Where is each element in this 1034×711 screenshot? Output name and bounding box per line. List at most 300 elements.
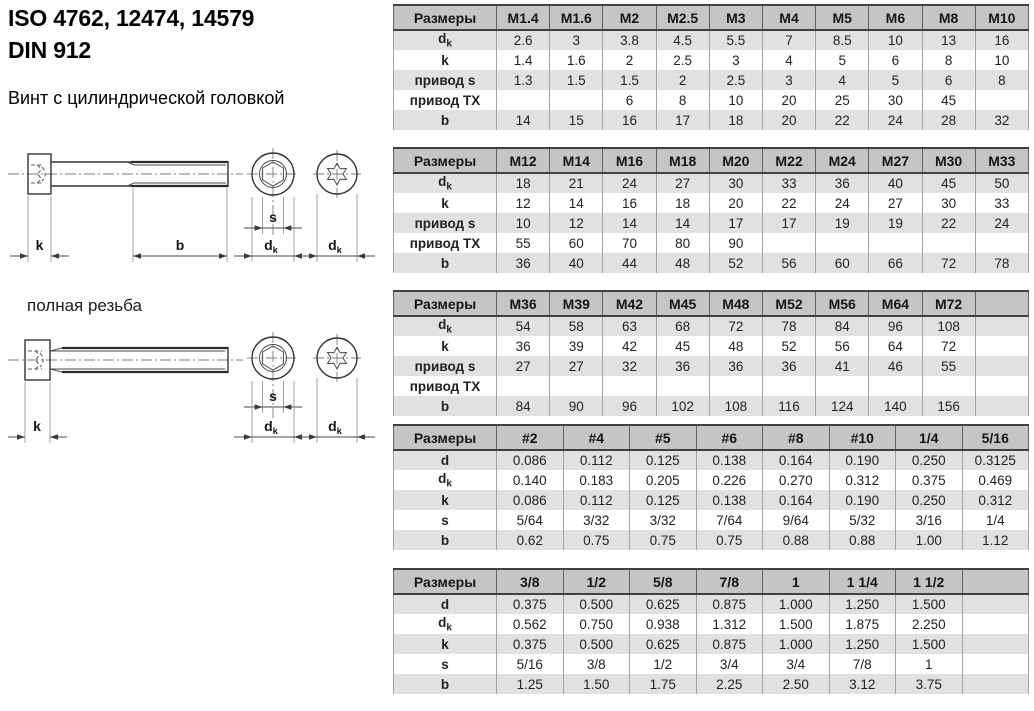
table-cell: 55: [922, 356, 975, 376]
table-row: [394, 356, 1029, 376]
table-cell: 0.270: [763, 470, 830, 490]
spec-table-metric-m12-to-m33: [393, 147, 1029, 273]
table-header-row: [394, 291, 1029, 316]
column-header-sizes: Размеры: [394, 569, 497, 594]
column-header-sizes: Размеры: [394, 148, 497, 173]
table-cell: [962, 674, 1029, 694]
table-cell: 27: [869, 193, 922, 213]
table-cell: 0.226: [696, 470, 763, 490]
row-label: s: [394, 510, 497, 530]
table-cell: [975, 376, 1028, 396]
table-header-row: [394, 425, 1029, 450]
table-cell: 0.938: [630, 614, 697, 634]
table-cell: [816, 376, 869, 396]
table-cell: 0.625: [630, 634, 697, 654]
table-cell: [922, 376, 975, 396]
table-cell: 1.500: [896, 594, 963, 614]
table-cell: 7/64: [696, 510, 763, 530]
table-cell: [762, 233, 815, 253]
table-cell: 90: [709, 233, 762, 253]
table-cell: 1/4: [962, 510, 1029, 530]
table-cell: 3.8: [603, 30, 656, 50]
table-cell: 36: [762, 356, 815, 376]
table-cell: 0.375: [497, 594, 564, 614]
column-header-size: M64: [869, 291, 922, 316]
column-header-size: 1: [763, 569, 830, 594]
table-cell: 0.500: [563, 594, 630, 614]
row-label: k: [394, 50, 497, 70]
table-cell: 8.5: [816, 30, 869, 50]
table-cell: 0.190: [829, 450, 896, 470]
table-cell: 10: [975, 50, 1028, 70]
column-header-size: M24: [816, 148, 869, 173]
row-label: s: [394, 654, 497, 674]
row-label: привод s: [394, 213, 497, 233]
table-cell: 1.6: [550, 50, 603, 70]
table-cell: 0.875: [696, 594, 763, 614]
table-cell: 0.469: [962, 470, 1029, 490]
table-cell: [975, 90, 1028, 110]
table-cell: 19: [816, 213, 869, 233]
table-cell: 1.25: [497, 674, 564, 694]
table-cell: 22: [762, 193, 815, 213]
dim-label-s: s: [269, 388, 277, 404]
table-cell: 1.4: [497, 50, 550, 70]
table-cell: 2.5: [656, 50, 709, 70]
row-label: привод TX: [394, 376, 497, 396]
table-cell: 3.12: [829, 674, 896, 694]
column-header-size: #4: [563, 425, 630, 450]
column-header-size: #8: [763, 425, 830, 450]
table-cell: 56: [816, 336, 869, 356]
table-row: [394, 193, 1029, 213]
table-cell: 0.138: [696, 450, 763, 470]
table-cell: 5.5: [709, 30, 762, 50]
table-header-row: [394, 5, 1029, 30]
table-cell: 0.112: [563, 450, 630, 470]
hex-socket-end-view: [234, 332, 312, 443]
dim-label-k: k: [33, 418, 41, 434]
table-cell: [975, 316, 1028, 336]
table-cell: 64: [869, 336, 922, 356]
table-cell: 20: [709, 193, 762, 213]
column-header-size: M39: [550, 291, 603, 316]
table-cell: 0.875: [696, 634, 763, 654]
table-cell: 8: [922, 50, 975, 70]
table-cell: [975, 396, 1028, 416]
table-cell: 0.312: [829, 470, 896, 490]
table-cell: 8: [975, 70, 1028, 90]
table-cell: 14: [497, 110, 550, 130]
table-cell: 45: [922, 173, 975, 193]
table-cell: 14: [550, 193, 603, 213]
column-header-size: M48: [709, 291, 762, 316]
table-row: [394, 396, 1029, 416]
table-cell: 5/64: [497, 510, 564, 530]
column-header-size: 5/16: [962, 425, 1029, 450]
table-cell: [497, 90, 550, 110]
table-cell: 5/32: [829, 510, 896, 530]
column-header-size: M2.5: [656, 5, 709, 30]
table-cell: 1.00: [896, 530, 963, 550]
row-label: $d_k$: [394, 316, 497, 336]
table-cell: 0.250: [896, 450, 963, 470]
standard-din: DIN 912: [8, 37, 91, 63]
dim-label-dk: $d_k$: [328, 237, 342, 256]
table-cell: 5: [869, 70, 922, 90]
table-cell: 18: [497, 173, 550, 193]
column-header-size: #5: [630, 425, 697, 450]
table-cell: 80: [656, 233, 709, 253]
table-cell: 0.205: [630, 470, 697, 490]
table-cell: 3/32: [630, 510, 697, 530]
column-header-size: M16: [603, 148, 656, 173]
table-cell: 2.25: [696, 674, 763, 694]
table-cell: 0.75: [563, 530, 630, 550]
table-cell: 46: [869, 356, 922, 376]
table-cell: [550, 90, 603, 110]
table-cell: 16: [975, 30, 1028, 50]
column-header-size: 1/2: [563, 569, 630, 594]
table-cell: 3/4: [696, 654, 763, 674]
table-cell: 3: [550, 30, 603, 50]
table-cell: [603, 376, 656, 396]
table-cell: 68: [656, 316, 709, 336]
table-cell: 0.190: [829, 490, 896, 510]
row-label: привод TX: [394, 233, 497, 253]
table-cell: 12: [550, 213, 603, 233]
table-cell: 16: [603, 193, 656, 213]
table-cell: 66: [869, 253, 922, 273]
row-label: k: [394, 336, 497, 356]
table-cell: 36: [497, 253, 550, 273]
table-cell: 41: [816, 356, 869, 376]
table-cell: 108: [922, 316, 975, 336]
table-cell: 19: [869, 213, 922, 233]
table-cell: [962, 614, 1029, 634]
table-cell: [869, 233, 922, 253]
table-cell: 0.312: [962, 490, 1029, 510]
column-header-size: M14: [550, 148, 603, 173]
table-row: [394, 110, 1029, 130]
table-cell: 2.250: [896, 614, 963, 634]
table-cell: [922, 233, 975, 253]
table-cell: 0.164: [763, 490, 830, 510]
table-cell: 84: [816, 316, 869, 336]
table-row: [394, 70, 1029, 90]
table-cell: 0.562: [497, 614, 564, 634]
table-cell: 4.5: [656, 30, 709, 50]
column-header-size: M33: [975, 148, 1028, 173]
table-cell: 60: [550, 233, 603, 253]
row-label: k: [394, 634, 497, 654]
column-header-size: [962, 569, 1029, 594]
row-label: k: [394, 193, 497, 213]
dim-label-s: s: [269, 209, 277, 225]
table-cell: 140: [869, 396, 922, 416]
table-cell: 10: [709, 90, 762, 110]
column-header-size: M1.4: [497, 5, 550, 30]
table-cell: 1.000: [763, 634, 830, 654]
table-row: [394, 316, 1029, 336]
table-cell: 33: [762, 173, 815, 193]
table-cell: 22: [922, 213, 975, 233]
table-cell: 0.086: [497, 450, 564, 470]
table-cell: 44: [603, 253, 656, 273]
table-cell: 18: [656, 193, 709, 213]
table-cell: 14: [656, 213, 709, 233]
column-header-size: M12: [497, 148, 550, 173]
column-header-size: M18: [656, 148, 709, 173]
column-header-size: 1/4: [896, 425, 963, 450]
table-cell: [816, 233, 869, 253]
dim-label-dk: $d_k$: [328, 418, 342, 437]
standard-iso: ISO 4762, 12474, 14579: [8, 5, 255, 31]
table-cell: 1: [896, 654, 963, 674]
table-row: [394, 30, 1029, 50]
row-label: k: [394, 490, 497, 510]
column-header-size: [975, 291, 1028, 316]
table-cell: 78: [975, 253, 1028, 273]
table-cell: 27: [550, 356, 603, 376]
table-cell: 0.183: [563, 470, 630, 490]
table-cell: 6: [922, 70, 975, 90]
table-cell: 3/8: [563, 654, 630, 674]
table-cell: [709, 376, 762, 396]
column-header-size: M1.6: [550, 5, 603, 30]
table-row: [394, 50, 1029, 70]
table-cell: 2: [603, 50, 656, 70]
product-name: Винт с цилиндрической головкой: [8, 88, 285, 108]
table-cell: 24: [869, 110, 922, 130]
table-row: [394, 90, 1029, 110]
torx-end-view: [299, 150, 375, 262]
table-cell: 1.250: [829, 634, 896, 654]
table-cell: 28: [922, 110, 975, 130]
table-row: [394, 614, 1029, 634]
table-cell: 25: [816, 90, 869, 110]
column-header-size: 7/8: [696, 569, 763, 594]
table-cell: 1.250: [829, 594, 896, 614]
row-label: привод s: [394, 70, 497, 90]
table-cell: 156: [922, 396, 975, 416]
table-cell: 116: [762, 396, 815, 416]
column-header-size: M2: [603, 5, 656, 30]
table-cell: 1.500: [763, 614, 830, 634]
table-cell: 72: [922, 253, 975, 273]
table-cell: 50: [975, 173, 1028, 193]
table-cell: 90: [550, 396, 603, 416]
table-cell: 84: [497, 396, 550, 416]
table-cell: 0.75: [696, 530, 763, 550]
table-row: [394, 470, 1029, 490]
table-cell: 16: [603, 110, 656, 130]
column-header-size: M72: [922, 291, 975, 316]
table-cell: 0.375: [497, 634, 564, 654]
table-cell: 1.50: [563, 674, 630, 694]
column-header-size: #6: [696, 425, 763, 450]
row-label: $d_k$: [394, 173, 497, 193]
table-cell: 36: [497, 336, 550, 356]
table-cell: 60: [816, 253, 869, 273]
table-cell: 0.750: [563, 614, 630, 634]
table-row: [394, 490, 1029, 510]
spec-table-inch-fraction-sizes: [393, 568, 1029, 694]
table-row: [394, 634, 1029, 654]
table-cell: 72: [709, 316, 762, 336]
row-label: b: [394, 253, 497, 273]
table-cell: 0.125: [630, 450, 697, 470]
table-cell: 14: [603, 213, 656, 233]
table-cell: 0.62: [497, 530, 564, 550]
dim-label-dk: $d_k$: [264, 418, 278, 437]
table-cell: 1.875: [829, 614, 896, 634]
column-header-sizes: Размеры: [394, 425, 497, 450]
column-header-size: M42: [603, 291, 656, 316]
column-header-size: M56: [816, 291, 869, 316]
column-header-size: 1 1/2: [896, 569, 963, 594]
table-cell: 33: [975, 193, 1028, 213]
table-cell: [869, 376, 922, 396]
row-label: $d_k$: [394, 614, 497, 634]
table-cell: 36: [656, 356, 709, 376]
table-row: [394, 233, 1029, 253]
row-label: b: [394, 674, 497, 694]
table-row: [394, 253, 1029, 273]
table-cell: 3/4: [763, 654, 830, 674]
table-cell: 52: [762, 336, 815, 356]
table-cell: [656, 376, 709, 396]
table-cell: 54: [497, 316, 550, 336]
row-label: b: [394, 110, 497, 130]
column-header-size: M36: [497, 291, 550, 316]
table-cell: 3/16: [896, 510, 963, 530]
table-cell: 8: [656, 90, 709, 110]
table-cell: 7: [762, 30, 815, 50]
table-cell: [497, 376, 550, 396]
hex-socket-end-view: [234, 148, 312, 262]
table-cell: 20: [762, 110, 815, 130]
table-cell: 22: [816, 110, 869, 130]
spec-table-inch-number-sizes: [393, 424, 1029, 550]
column-header-size: M5: [816, 5, 869, 30]
table-cell: 72: [922, 336, 975, 356]
table-cell: 48: [709, 336, 762, 356]
row-label: d: [394, 594, 497, 614]
table-cell: 58: [550, 316, 603, 336]
column-header-size: M4: [762, 5, 815, 30]
column-header-size: 3/8: [497, 569, 564, 594]
table-cell: 70: [603, 233, 656, 253]
dim-label-b: b: [175, 237, 185, 253]
column-header-size: M52: [762, 291, 815, 316]
torx-end-view: [299, 334, 375, 443]
table-cell: 20: [762, 90, 815, 110]
table-cell: 10: [869, 30, 922, 50]
tables-column: [393, 4, 1029, 711]
table-cell: 39: [550, 336, 603, 356]
table-cell: 45: [656, 336, 709, 356]
table-cell: 45: [922, 90, 975, 110]
table-cell: 0.88: [829, 530, 896, 550]
table-cell: 18: [709, 110, 762, 130]
table-cell: 32: [603, 356, 656, 376]
table-cell: 63: [603, 316, 656, 336]
column-header-size: M10: [975, 5, 1028, 30]
column-header-size: #2: [497, 425, 564, 450]
table-cell: 9/64: [763, 510, 830, 530]
table-row: [394, 654, 1029, 674]
table-cell: 0.140: [497, 470, 564, 490]
table-cell: 55: [497, 233, 550, 253]
table-row: [394, 376, 1029, 396]
row-label: $d_k$: [394, 30, 497, 50]
table-cell: 27: [497, 356, 550, 376]
table-cell: 48: [656, 253, 709, 273]
spec-table-metric-m1-4-to-m10: [393, 4, 1029, 130]
table-cell: 36: [816, 173, 869, 193]
table-cell: 56: [762, 253, 815, 273]
table-row: [394, 510, 1029, 530]
column-header-size: 5/8: [630, 569, 697, 594]
table-cell: 1.5: [550, 70, 603, 90]
row-label: привод s: [394, 356, 497, 376]
table-row: [394, 450, 1029, 470]
spec-table-metric-m36-to-m72: [393, 290, 1029, 416]
table-cell: [962, 634, 1029, 654]
table-cell: 0.138: [696, 490, 763, 510]
table-cell: 10: [497, 213, 550, 233]
table-cell: 40: [550, 253, 603, 273]
table-cell: [975, 233, 1028, 253]
table-cell: 0.375: [896, 470, 963, 490]
table-row: [394, 530, 1029, 550]
table-cell: 52: [709, 253, 762, 273]
table-cell: 2.6: [497, 30, 550, 50]
table-cell: 6: [869, 50, 922, 70]
column-header-size: M3: [709, 5, 762, 30]
table-cell: 1.312: [696, 614, 763, 634]
column-header-size: M8: [922, 5, 975, 30]
table-cell: 1.5: [603, 70, 656, 90]
table-cell: 5/16: [497, 654, 564, 674]
column-header-size: M20: [709, 148, 762, 173]
table-cell: 1.12: [962, 530, 1029, 550]
table-cell: 6: [603, 90, 656, 110]
table-cell: 21: [550, 173, 603, 193]
table-header-row: [394, 569, 1029, 594]
table-cell: 4: [816, 70, 869, 90]
column-header-size: M45: [656, 291, 709, 316]
table-cell: 2.50: [763, 674, 830, 694]
table-cell: 3: [762, 70, 815, 90]
table-cell: 1/2: [630, 654, 697, 674]
table-cell: 1.000: [763, 594, 830, 614]
page-title: [8, 2, 254, 66]
table-header-row: [394, 148, 1029, 173]
table-row: [394, 213, 1029, 233]
table-cell: 7/8: [829, 654, 896, 674]
table-cell: 0.75: [630, 530, 697, 550]
table-cell: [975, 356, 1028, 376]
table-cell: 30: [869, 90, 922, 110]
table-cell: 0.500: [563, 634, 630, 654]
table-cell: 3.75: [896, 674, 963, 694]
table-cell: 4: [762, 50, 815, 70]
table-cell: 24: [816, 193, 869, 213]
table-cell: 0.3125: [962, 450, 1029, 470]
table-row: [394, 594, 1029, 614]
